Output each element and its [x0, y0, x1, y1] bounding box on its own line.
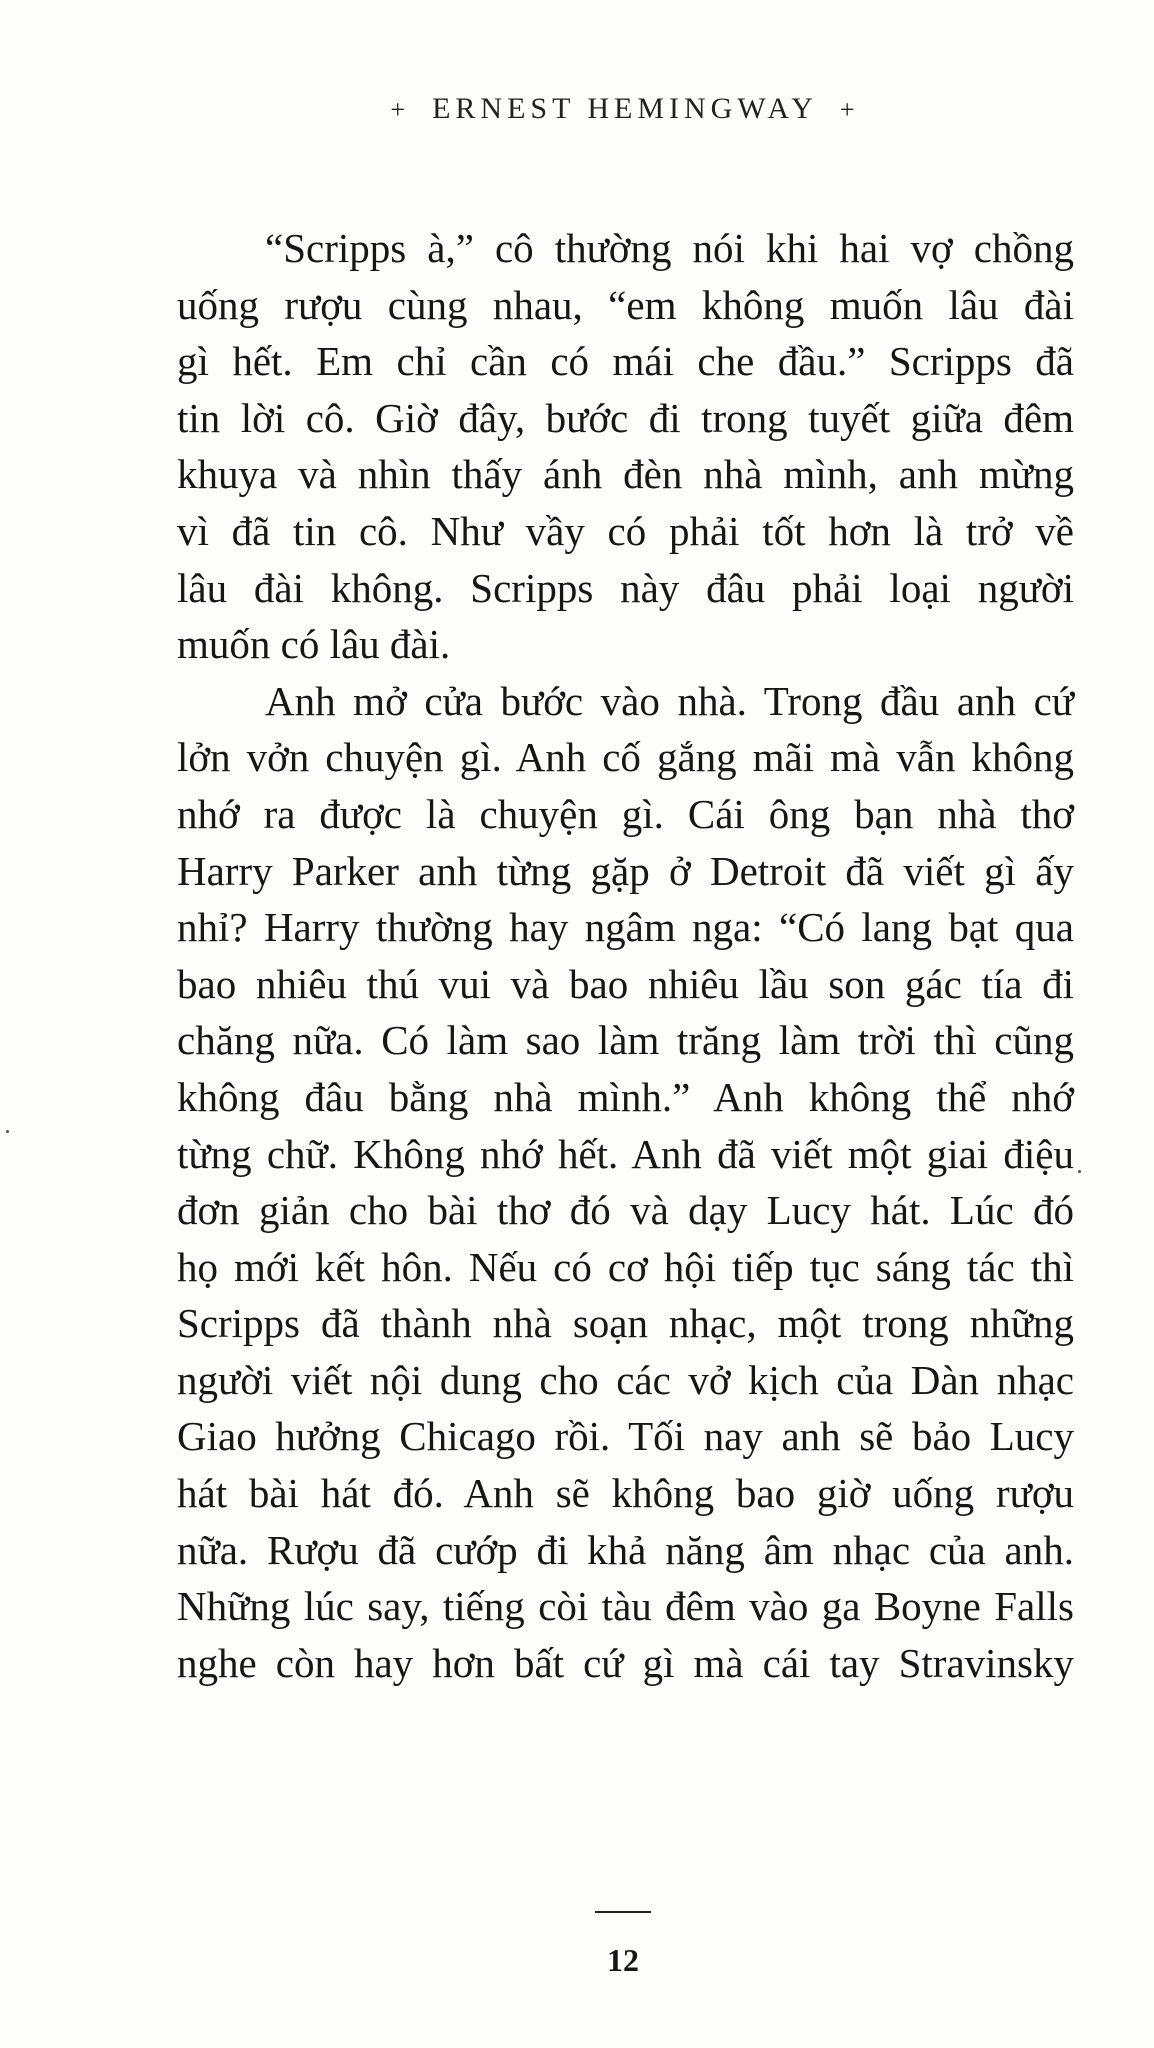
text-line: “Scripps à,” cô thường nói khi hai vợ chồng: [265, 225, 1074, 271]
text-line: khuya và nhìn thấy ánh đèn nhà mình, anh mừng: [177, 451, 1074, 498]
ornament-right: +: [839, 95, 860, 124]
text-line: hát bài hát đó. Anh sẽ không bao giờ uống rượu: [177, 1470, 1074, 1517]
text-line: nghe còn hay hơn bất cứ gì mà cái tay Stravinsky: [177, 1639, 1074, 1686]
text-line: đơn giản cho bài thơ đó và dạy Lucy hát. Lúc đó: [177, 1187, 1074, 1234]
text-line: muốn có lâu đài.: [177, 621, 451, 668]
text-line: bao nhiêu thú vui và bao nhiêu lầu son gác tía đi: [177, 960, 1074, 1007]
text-line: người viết nội dung cho các vở kịch của Dàn nhạc: [177, 1356, 1074, 1403]
ornament-left: +: [390, 95, 411, 124]
text-line: gì hết. Em chỉ cần có mái che đầu.” Scripps đã: [177, 338, 1074, 385]
text-line: không đâu bằng nhà mình.” Anh không thể nhớ: [177, 1073, 1074, 1120]
text-line: Scripps đã thành nhà soạn nhạc, một trong những: [177, 1300, 1074, 1347]
scan-speck: [6, 1130, 9, 1133]
text-line: từng chữ. Không nhớ hết. Anh đã viết một giai điệu: [177, 1130, 1074, 1177]
text-line: uống rượu cùng nhau, “em không muốn lâu đài: [177, 281, 1074, 328]
text-line: Những lúc say, tiếng còi tàu đêm vào ga Boyne Falls: [177, 1583, 1074, 1630]
text-line: chăng nữa. Có làm sao làm trăng làm trời thì cũng: [177, 1017, 1074, 1064]
text-line: Anh mở cửa bước vào nhà. Trong đầu anh cứ: [265, 677, 1074, 724]
page-body: [177, 220, 1074, 1691]
text-line: Giao hưởng Chicago rồi. Tối nay anh sẽ bảo Lucy: [177, 1413, 1074, 1460]
text-line: lâu đài không. Scripps này đâu phải loại người: [177, 564, 1074, 611]
text-line: vì đã tin cô. Như vầy có phải tốt hơn là trở về: [177, 507, 1074, 554]
page-number-rule: [595, 1911, 651, 1913]
text-line: nhỉ? Harry thường hay ngâm nga: “Có lang bạt qua: [177, 904, 1074, 951]
text-line: Harry Parker anh từng gặp ở Detroit đã viết gì ấy: [177, 847, 1074, 894]
text-line: nhớ ra được là chuyện gì. Cái ông bạn nhà thơ: [177, 790, 1074, 837]
text-line: họ mới kết hôn. Nếu có cơ hội tiếp tục sáng tác thì: [177, 1243, 1074, 1290]
text-line: nữa. Rượu đã cướp đi khả năng âm nhạc của anh.: [177, 1526, 1074, 1573]
scan-speck: [1078, 1170, 1081, 1173]
text-line: lởn vởn chuyện gì. Anh cố gắng mãi mà vẫn không: [177, 734, 1074, 781]
text-line: tin lời cô. Giờ đây, bước đi trong tuyết giữa đêm: [177, 394, 1074, 441]
page-number: 12: [607, 1942, 639, 1978]
running-header-title: ERNEST HEMINGWAY: [432, 92, 818, 125]
running-header: [0, 92, 1154, 126]
